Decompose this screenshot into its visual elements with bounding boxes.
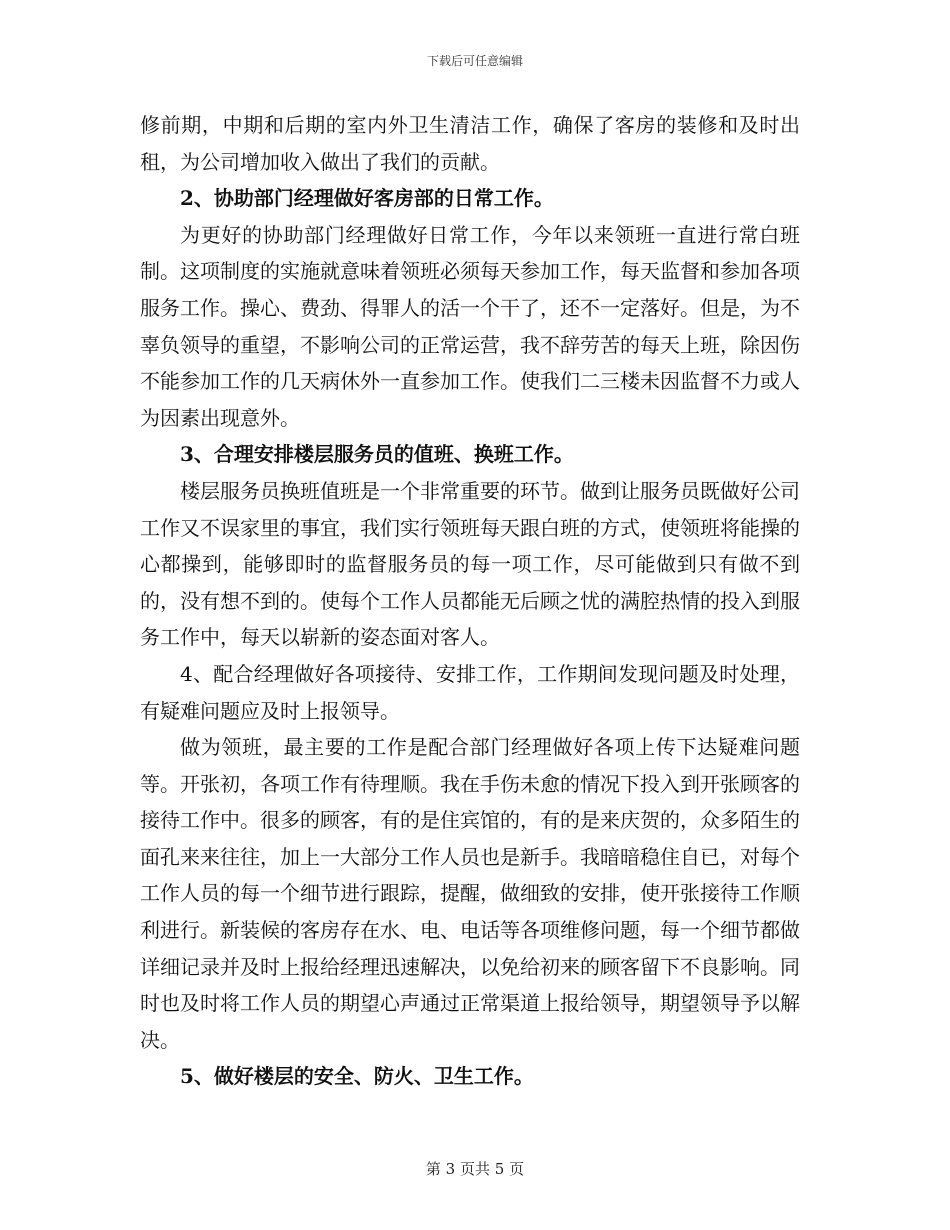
section-heading-5: 5、做好楼层的安全、防火、卫生工作。 bbox=[180, 1064, 534, 1089]
header-note: 下载后可任意编辑 bbox=[426, 54, 523, 68]
section-heading-4: 4、配合经理做好各项接待、安排工作，工作期间发现问题及时处理，有疑难问题应及时上报领导。 bbox=[140, 661, 800, 723]
paragraph-section-2: 为更好的协助部门经理做好日常工作，今年以来领班一直进行常白班制。这项制度的实施就意味着领班必须每天参加工作，每天监督和参加各项服务工作。操心、费劲、得罪人的活一个干了，还不一定落好。但是，为不辜负领导的重望，不影响公司的正常运营，我不辞劳苦的每天上班，除因伤不能参加工作的几天病休外一直参加工作。使我们二三楼未因监督不力或人为因素出现意外。 bbox=[140, 222, 800, 430]
paragraph-section-3: 楼层服务员换班值班是一个非常重要的环节。做到让服务员既做好公司工作又不误家里的事宜，我们实行领班每天跟白班的方式，使领班将能操的心都操到，能够即时的监督服务员的每一项工作，尽可能做到只有做不到的，没有想不到的。使每个工作人员都能无后顾之忧的满腔热情的投入到服务工作中，每天以崭新的姿态面对客人。 bbox=[140, 478, 800, 650]
paragraph-continuation: 修前期，中期和后期的室内外卫生清洁工作，确保了客房的装修和及时出租，为公司增加收入做出了我们的贡献。 bbox=[140, 113, 800, 174]
section-heading-2: 2、协助部门经理做好客房部的日常工作。 bbox=[180, 186, 554, 211]
section-heading-3: 3、合理安排楼层服务员的值班、换班工作。 bbox=[180, 442, 574, 467]
page-number: 第 3 页共 5 页 bbox=[425, 1160, 525, 1178]
paragraph-section-4: 做为领班，最主要的工作是配合部门经理做好各项上传下达疑难问题等。开张初，各项工作有待理顺。我在手伤未愈的情况下投入到开张顾客的接待工作中。很多的顾客，有的是住宾馆的，有的是来庆贺的，众多陌生的面孔来来往往，加上一大部分工作人员也是新手。我暗暗稳住自已，对每个工作人员的每一个细节进行跟踪，提醒，做细致的安排，使开张接待工作顺利进行。新装候的客房存在水、电、电话等各项维修问题，每一个细节都做详细记录并及时上报给经理迅速解决，以免给初来的顾客留下不良影响。同时也及时将工作人员的期望心声通过正常渠道上报给领导，期望领导予以解决。 bbox=[140, 735, 800, 1052]
document-body bbox=[140, 107, 800, 1095]
